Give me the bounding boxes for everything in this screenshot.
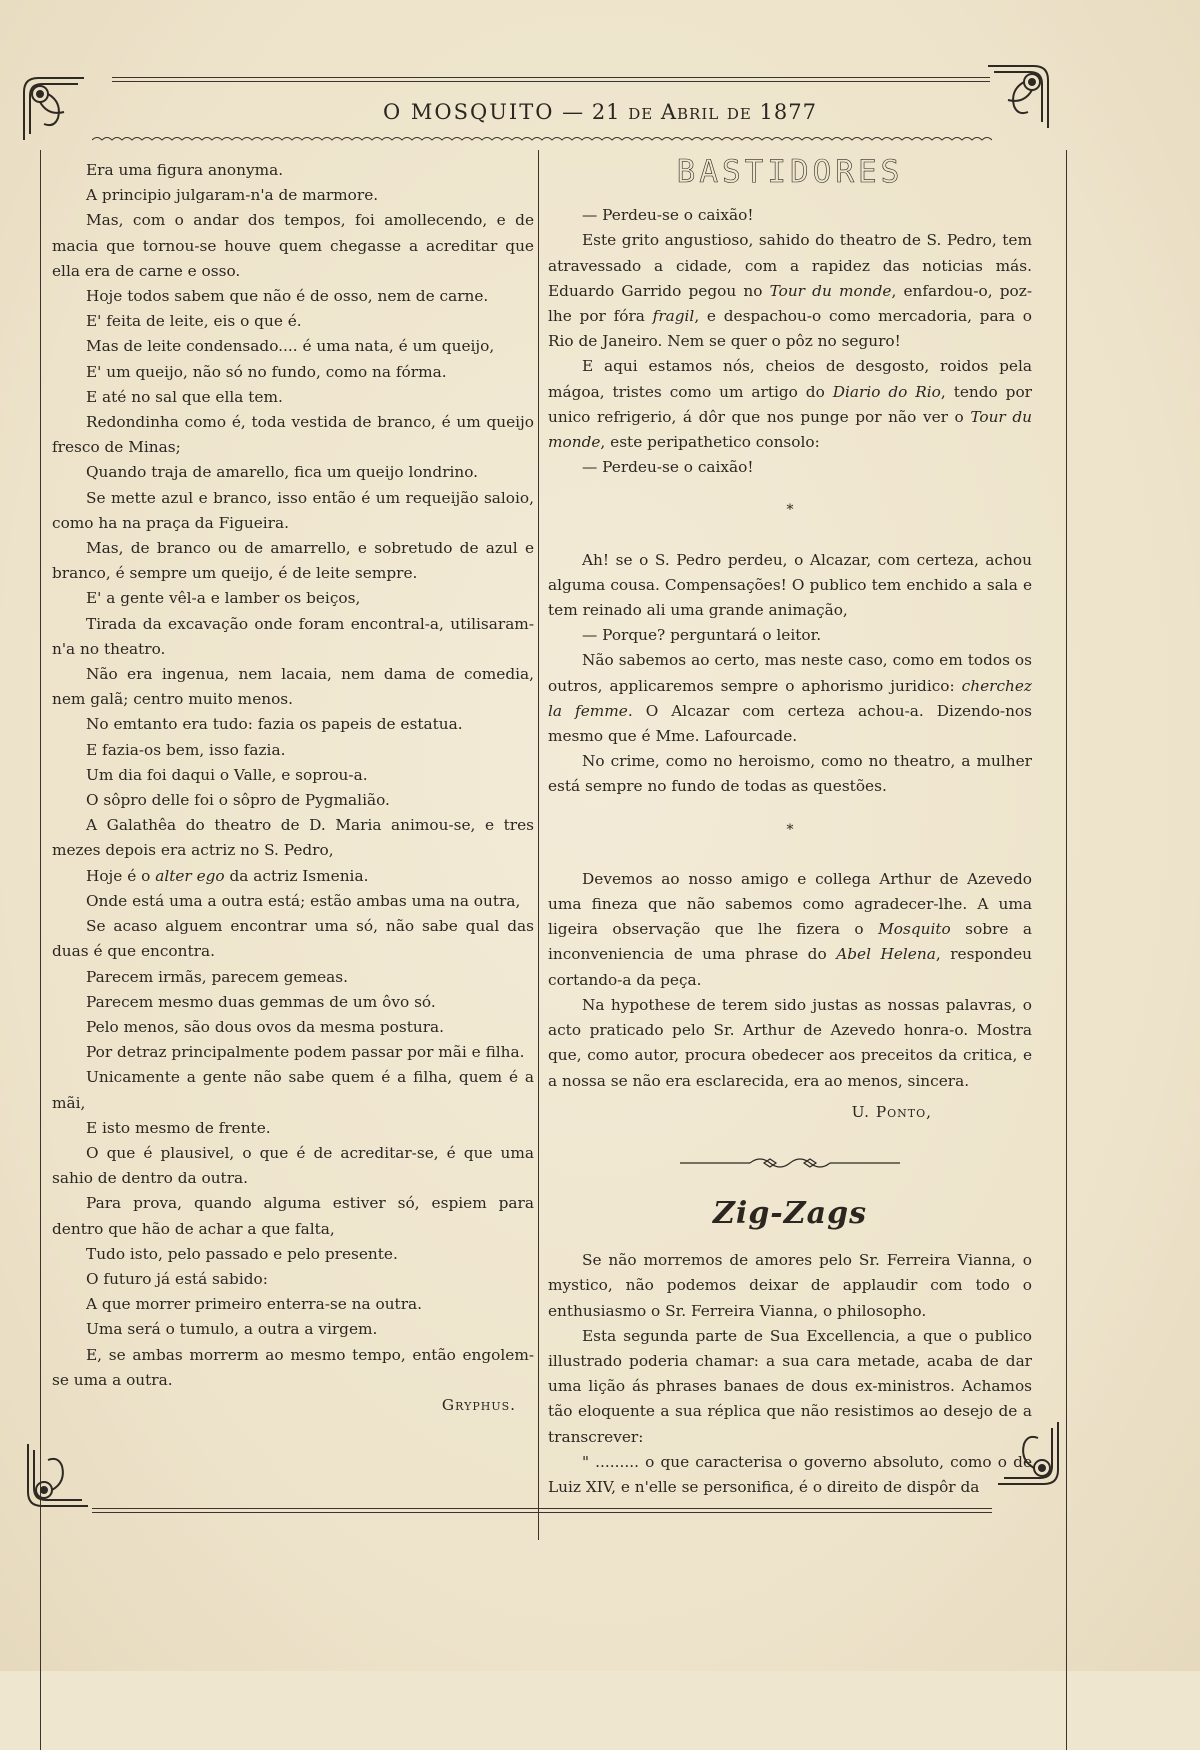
left-paragraph: Unicamente a gente não sabe quem é a filha, quem é a mãi,: [52, 1068, 534, 1112]
left-paragraph: Parecem irmãs, parecem gemeas.: [86, 967, 348, 986]
frame-bottom-rule: [92, 1508, 992, 1509]
frame-top-rule: [112, 77, 990, 78]
bastidores-paragraph: — Porque? perguntará o leitor.: [582, 626, 822, 645]
left-paragraph: Mas, com o andar dos tempos, foi amollecendo, e de macia que tornou-se houve quem chegasse a acreditar que ella era de carne e osso.: [52, 211, 534, 280]
left-column-text: [52, 158, 534, 1393]
header-date: 21 de Abril de 1877: [591, 100, 817, 124]
bastidores-paragraph: E aqui estamos nós, cheios de desgosto, roidos pela mágoa, tristes como um artigo do Diario do Rio, tendo por unico refrigerio, á dôr que nos punge por não ver o Tour du monde, este peripathetico consolo:: [548, 357, 1032, 452]
left-paragraph: Pelo menos, são dous ovos da mesma postura.: [86, 1017, 445, 1036]
left-paragraph: Se acaso alguem encontrar uma só, não sabe qual das duas é que encontra.: [52, 917, 534, 961]
header-wave-rule: [92, 135, 992, 145]
column-divider: [538, 150, 539, 1540]
left-column: [52, 158, 534, 1418]
left-paragraph: Se mette azul e branco, isso então é um requeijão saloio, como ha na praça da Figueira.: [52, 488, 534, 532]
page-header: [0, 100, 1200, 124]
left-paragraph: A Galathêa do theatro de D. Maria animou-se, e tres mezes depois era actriz no S. Pedro,: [52, 816, 534, 860]
left-paragraph: O futuro já está sabido:: [86, 1269, 268, 1288]
section-star: *: [786, 821, 794, 838]
left-paragraph: E' feita de leite, eis o que é.: [86, 312, 302, 331]
left-paragraph: Parecem mesmo duas gemmas de um ôvo só.: [86, 992, 436, 1011]
left-paragraph: Tirada da excavação onde foram encontral-a, utilisaram-n'a no theatro.: [52, 614, 534, 658]
bastidores-title: BASTIDORES: [676, 154, 904, 190]
left-paragraph: Era uma figura anonyma.: [86, 161, 284, 179]
left-paragraph: Mas de leite condensado.... é uma nata, é um queijo,: [86, 337, 495, 356]
left-paragraph: Quando traja de amarello, fica um queijo londrino.: [86, 463, 479, 482]
left-paragraph: E até no sal que ella tem.: [86, 387, 283, 406]
left-paragraph: No emtanto era tudo: fazia os papeis de estatua.: [86, 715, 463, 734]
left-paragraph: Redondinha como é, toda vestida de branco, é um queijo fresco de Minas;: [52, 413, 534, 457]
left-paragraph: Hoje todos sabem que não é de osso, nem de carne.: [86, 287, 489, 306]
left-paragraph: A que morrer primeiro enterra-se na outra.: [86, 1295, 422, 1314]
bastidores-paragraph: — Perdeu-se o caixão!: [582, 206, 754, 225]
paper-name: O MOSQUITO: [383, 100, 555, 124]
signature-u-ponto: U. Ponto,: [851, 1102, 932, 1121]
zigzags-title: Zig-Zags: [713, 1195, 867, 1231]
left-paragraph: O que é plausivel, o que é de acreditar-se, é que uma sahio de dentro da outra.: [52, 1143, 534, 1188]
header-dash: —: [562, 100, 585, 124]
left-paragraph: Para prova, quando alguma estiver só, espiem para dentro que hão de achar a que falta,: [52, 1194, 534, 1238]
frame-top-rule-thin: [112, 81, 990, 82]
section-star: *: [786, 502, 794, 519]
left-paragraph: E fazia-os bem, isso fazia.: [86, 740, 286, 759]
bastidores-paragraph: Na hypothese de terem sido justas as nossas palavras, o acto praticado pelo Sr. Arthur de Azevedo honra-o. Mostra que, como autor, procura obedecer aos preceitos da critica, e a nossa se não era esclarecida, era ao menos, sincera.: [548, 995, 1032, 1090]
left-paragraph: E isto mesmo de frente.: [86, 1118, 271, 1137]
left-paragraph: Por detraz principalmente podem passar por mãi e filha.: [86, 1043, 525, 1062]
left-paragraph: E' a gente vêl-a e lamber os beiços,: [86, 589, 361, 608]
signature-gryphus: Gryphus.: [441, 1395, 516, 1414]
right-column: [548, 154, 1032, 1500]
zigzags-paragraph: Se não morremos de amores pelo Sr. Ferreira Vianna, o mystico, não podemos deixar de applaudir com todo o enthusiasmo o Sr. Ferreira Vianna, o philosopho.: [548, 1251, 1032, 1320]
left-paragraph: Não era ingenua, nem lacaia, nem dama de comedia, nem galã; centro muito menos.: [52, 665, 534, 709]
bastidores-paragraph: Devemos ao nosso amigo e collega Arthur de Azevedo uma fineza que não sabemos como agradecer-lhe. A uma ligeira observação que lhe fizera o Mosquito sobre a inconveniencia de uma phrase do Abel Helena, respondeu cortando-a da peça.: [548, 869, 1032, 989]
bastidores-paragraph: No crime, como no heroismo, como no theatro, a mulher está sempre no fundo de todas as questões.: [548, 752, 1032, 796]
bastidores-paragraph: — Perdeu-se o caixão!: [582, 458, 754, 477]
frame-bottom-rule-thin: [92, 1512, 992, 1513]
bastidores-paragraph: Não sabemos ao certo, mas neste caso, como em todos os outros, applicaremos sempre o aphorismo juridico: cherchez la femme. O Alcazar com certeza achou-a. Dizendo-nos mesmo que é Mme. Lafourcade.: [548, 651, 1032, 746]
zigzags-paragraph: " ......... o que caracterisa o governo absoluto, como o de Luiz XIV, e n'elle se personifica, é o direito de dispôr da: [548, 1452, 1032, 1496]
bastidores-paragraph: Este grito angustioso, sahido do theatro de S. Pedro, tem atravessado a cidade, com a rapidez das noticias más. Eduardo Garrido pegou no Tour du monde, enfardou-o, poz-lhe por fóra fragil, e despachou-o como mercadoria, para o Rio de Janeiro. Nem se quer o pôz no seguro!: [548, 231, 1032, 351]
left-paragraph: Mas, de branco ou de amarrello, e sobretudo de azul e branco, é sempre um queijo, é de leite sempre.: [52, 539, 534, 583]
left-paragraph: Uma será o tumulo, a outra a virgem.: [86, 1320, 378, 1339]
left-paragraph: Hoje é o alter ego da actriz Ismenia.: [86, 866, 369, 885]
left-paragraph: Tudo isto, pelo passado e pelo presente.: [86, 1244, 398, 1263]
left-paragraph: E' um queijo, não só no fundo, como na fórma.: [86, 362, 447, 381]
ornamental-divider-icon: [680, 1155, 900, 1171]
zigzags-paragraph: Esta segunda parte de Sua Excellencia, a que o publico illustrado poderia chamar: a sua cara metade, acaba de dar uma lição ás phrases banaes de dous ex-ministros. Achamos tão eloquente a sua réplica que não resistimos ao desejo de a transcrever:: [548, 1326, 1032, 1446]
frame-right-rule: [1066, 150, 1067, 1750]
corner-ornament-icon: [22, 1440, 94, 1512]
left-paragraph: A principio julgaram-n'a de marmore.: [86, 186, 379, 205]
left-paragraph: E, se ambas morrerm ao mesmo tempo, então engolem-se uma a outra.: [52, 1345, 534, 1389]
left-paragraph: O sôpro delle foi o sôpro de Pygmalião.: [86, 791, 390, 810]
left-paragraph: Onde está uma a outra está; estão ambas uma na outra,: [86, 891, 521, 910]
bastidores-paragraph: Ah! se o S. Pedro perdeu, o Alcazar, com certeza, achou alguma cousa. Compensações! O publico tem enchido a sala e tem reinado ali uma grande animação,: [548, 550, 1032, 620]
left-paragraph: Um dia foi daqui o Valle, e soprou-a.: [86, 765, 368, 784]
